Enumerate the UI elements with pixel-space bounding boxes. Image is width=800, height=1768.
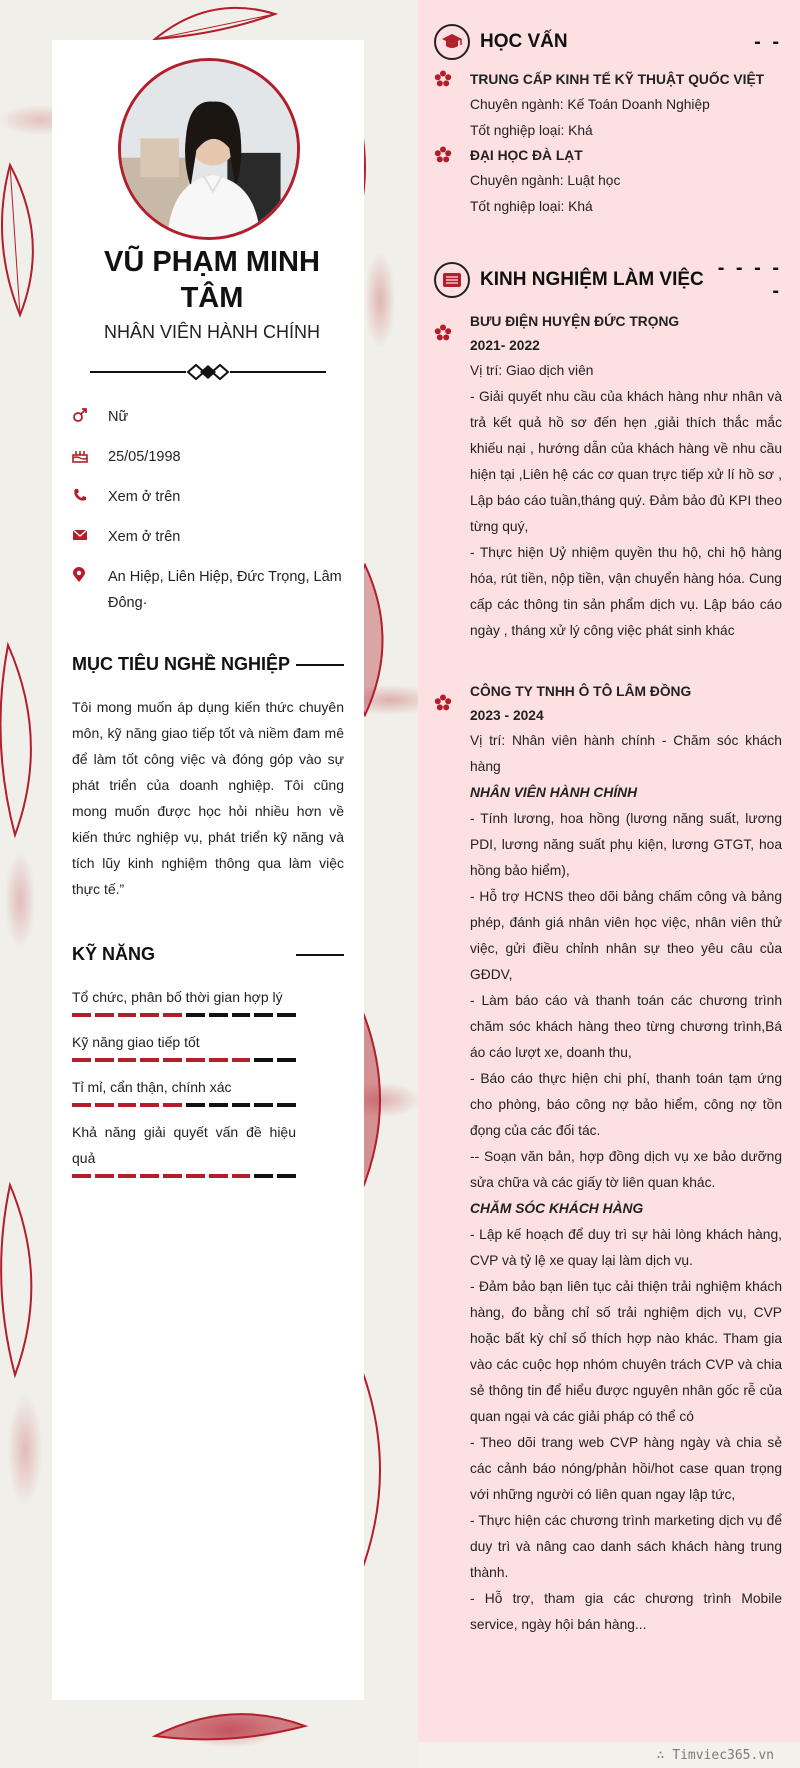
skill-level-bar	[72, 1174, 296, 1178]
experience-heading-text: KINH NGHIỆM LÀM VIỆC	[480, 269, 704, 290]
heading-dashes: - - - - -	[717, 257, 782, 302]
skill-segment-filled	[140, 1174, 159, 1178]
experience-entry	[434, 310, 782, 644]
skill-segment-filled	[118, 1103, 137, 1107]
skill-segment-empty	[209, 1103, 228, 1107]
leaf-decoration-icon	[150, 1706, 310, 1746]
job-duty: - Thực hiện Uỷ nhiệm quyền thu hộ, chi hộ hàng hóa, rút tiền, nộp tiền, vận chuyển hàng hóa. Cung cấp các thông tin sản phẩm dịch vụ. Lập báo cáo ngày , tháng xử lý công việc phát sinh khác	[470, 545, 782, 638]
skill-segment-empty	[254, 1174, 273, 1178]
skills-list	[72, 984, 296, 1190]
email-value: Xem ở trên	[108, 529, 181, 545]
skill-segment-empty	[277, 1058, 296, 1062]
objective-text: Tôi mong muốn áp dụng kiến thức chuyên môn, kỹ năng giao tiếp tốt và niềm đam mê để làm tốt công việc và đóng góp vào sự phát triển của doanh nghiệp. Tôi cũng mong muốn được học hỏi nhiều hơn về kiến thức nghiệp vụ, phát triển kỹ năng và tích lũy kinh nghiệm thông qua làm việc thực tế.”	[72, 699, 344, 897]
school-name: TRUNG CẤP KINH TẾ KỸ THUẬT QUỐC VIỆT	[470, 72, 765, 87]
skill-segment-filled	[95, 1013, 114, 1017]
education-entry	[434, 144, 782, 220]
skill-segment-empty	[277, 1174, 296, 1178]
job-duty: - Theo dõi trang web CVP hàng ngày và chia sẻ các cảnh báo nóng/phản hồi/hot case quan trọng với những người có liên quan ngay lập tức,	[470, 1435, 782, 1502]
skill-segment-empty	[209, 1013, 228, 1017]
job-years: 2021- 2022	[470, 338, 540, 353]
heading-dashes: - -	[754, 30, 782, 53]
school-grade: Tốt nghiệp loại: Khá	[470, 199, 593, 214]
skill-segment-filled	[209, 1058, 228, 1062]
skill-segment-empty	[186, 1013, 205, 1017]
gender-value: Nữ	[108, 409, 129, 425]
school-grade: Tốt nghiệp loại: Khá	[470, 123, 593, 138]
skill-segment-filled	[118, 1058, 137, 1062]
school-name: ĐẠI HỌC ĐÀ LẠT	[470, 148, 583, 163]
skill-segment-empty	[254, 1013, 273, 1017]
skill-segment-filled	[95, 1058, 114, 1062]
leaf-decoration-icon	[0, 1180, 50, 1380]
experience-heading	[434, 257, 782, 302]
skill-segment-filled	[209, 1174, 228, 1178]
personal-info-list	[72, 404, 352, 630]
skill-level-bar	[72, 1103, 296, 1107]
birthday-cake-icon	[72, 444, 108, 466]
education-heading	[434, 24, 782, 60]
leaf-decoration-icon	[0, 640, 50, 840]
job-duty: - Tính lương, hoa hồng (lương năng suất, lương PDI, lương năng suất phụ kiện, lương GTGT, hoa hồng bảo hiểm),	[470, 811, 782, 878]
skill-segment-filled	[95, 1103, 114, 1107]
skill-segment-filled	[118, 1013, 137, 1017]
skill-label: Tổ chức, phân bố thời gian hợp lý	[72, 989, 283, 1005]
skill-segment-filled	[118, 1174, 137, 1178]
gender-icon	[72, 404, 108, 426]
skill-segment-empty	[254, 1058, 273, 1062]
skill-segment-empty	[254, 1103, 273, 1107]
skill-segment-filled	[140, 1103, 159, 1107]
skill-segment-filled	[163, 1013, 182, 1017]
skill-level-bar	[72, 1058, 296, 1062]
job-duty: - Đảm bảo bạn liên tục cải thiện trải nghiệm khách hàng, đo bằng chỉ số trải nghiệm dịch vụ, CVP hoặc bất kỳ chỉ số thích hợp nào khác. Tham gia vào các cuộc họp nhóm chuyên trách CVP và chia sẻ thông tin để hiểu được nguyên nhân gốc rễ của quan ngại và các giải pháp có thể có	[470, 1279, 782, 1424]
skills-heading	[72, 944, 344, 965]
info-phone	[72, 484, 352, 510]
info-gender	[72, 404, 352, 430]
job-duty: - Làm báo cáo và thanh toán các chương trình chăm sóc khách hàng theo từng chương trình,Bá áo cáo lượt xe, doanh thu,	[470, 993, 782, 1060]
graduation-cap-icon	[434, 24, 470, 60]
birthday-value: 25/05/1998	[108, 449, 181, 465]
job-duty: - Thực hiện các chương trình marketing dịch vụ để duy trì và nâng cao danh sách khách hàng trung thành.	[470, 1513, 782, 1580]
skill-segment-filled	[186, 1058, 205, 1062]
skill-segment-filled	[72, 1174, 91, 1178]
name-divider	[90, 362, 326, 382]
skill-segment-filled	[95, 1174, 114, 1178]
skill-segment-filled	[163, 1103, 182, 1107]
address-value: An Hiệp, Liên Hiệp, Đức Trọng, Lâm Đông·	[108, 569, 342, 611]
company-name: CÔNG TY TNHH Ô TÔ LÂM ĐỒNG	[470, 684, 692, 699]
job-subheading: CHĂM SÓC KHÁCH HÀNG	[470, 1201, 644, 1216]
skill-segment-filled	[72, 1013, 91, 1017]
skill-segment-empty	[277, 1103, 296, 1107]
portrait-photo	[121, 61, 297, 237]
education-entry	[434, 68, 782, 144]
skill-segment-empty	[232, 1013, 251, 1017]
skill-level-bar	[72, 1013, 296, 1017]
skill-segment-filled	[72, 1058, 91, 1062]
skill-label: Khả năng giải quyết vấn đề hiệu quả	[72, 1124, 296, 1166]
info-address	[72, 564, 352, 616]
company-name: BƯU ĐIỆN HUYỆN ĐỨC TRỌNG	[470, 314, 680, 329]
skill-segment-filled	[163, 1058, 182, 1062]
skill-segment-filled	[232, 1058, 251, 1062]
skill-item	[72, 1119, 296, 1178]
skills-heading-text: KỸ NĂNG	[72, 944, 156, 964]
phone-icon	[72, 484, 108, 506]
skill-item	[72, 984, 296, 1017]
location-pin-icon	[72, 564, 108, 586]
leaf-decoration-icon	[0, 160, 50, 320]
skill-segment-filled	[232, 1174, 251, 1178]
book-icon	[434, 262, 470, 298]
job-duty: - Hỗ trợ, tham gia các chương trình Mobile service, ngày hội bán hàng...	[470, 1591, 782, 1632]
experience-entry	[434, 680, 782, 1638]
school-major: Chuyên ngành: Luật học	[470, 173, 621, 188]
skill-segment-empty	[277, 1013, 296, 1017]
job-position: Vị trí: Nhân viên hành chính - Chăm sóc khách hàng	[470, 733, 782, 774]
flower-bullet-icon	[434, 70, 452, 88]
job-duty: - Lập kế hoạch để duy trì sự hài lòng khách hàng, CVP và tỷ lệ xe quay lại làm dịch vụ.	[470, 1227, 782, 1268]
education-heading-text: HỌC VẤN	[480, 31, 568, 52]
skill-segment-filled	[140, 1013, 159, 1017]
skill-label: Tỉ mỉ, cẩn thận, chính xác	[72, 1079, 232, 1095]
heading-rule	[296, 664, 344, 666]
skill-segment-empty	[186, 1103, 205, 1107]
heading-rule	[296, 954, 344, 956]
skill-item	[72, 1029, 296, 1062]
skill-segment-filled	[72, 1103, 91, 1107]
flower-bullet-icon	[434, 146, 452, 164]
leaf-decoration-icon	[150, 4, 280, 44]
school-major: Chuyên ngành: Kế Toán Doanh Nghiệp	[470, 97, 710, 112]
info-birthday	[72, 444, 352, 470]
job-duty: - Giải quyết nhu cầu của khách hàng như nhân và trả kết quả hồ sơ đến hẹn ,giải thích thắc mắc khiếu nại , hướng dẫn của khách hàng về nhu cầu hiện tại ,Liên hệ các cơ quan trực tiếp xử lí hồ sơ , Lập báo cáo tuần,tháng quý. Đảm bảo đủ KPI theo từng quý,	[470, 389, 782, 534]
skill-segment-filled	[186, 1174, 205, 1178]
info-email	[72, 524, 352, 550]
job-duty: - Báo cáo thực hiện chi phí, thanh toán tạm ứng cho phòng, báo công nợ bảo hiểm, công nợ tồn đọng của các đối tác.	[470, 1071, 782, 1138]
flower-bullet-icon	[434, 324, 452, 342]
avatar	[118, 58, 300, 240]
phone-value: Xem ở trên	[108, 489, 181, 505]
job-duty: -- Soạn văn bản, hợp đồng dịch vụ xe bảo dưỡng sửa chữa và các giấy tờ liên quan khác.	[470, 1149, 782, 1190]
job-years: 2023 - 2024	[470, 708, 544, 723]
skill-item	[72, 1074, 296, 1107]
job-subheading: NHÂN VIÊN HÀNH CHÍNH	[470, 785, 638, 800]
candidate-name: VŨ PHẠM MINH TÂM	[104, 246, 320, 314]
objective-heading	[72, 654, 344, 675]
objective-heading-text: MỤC TIÊU NGHỀ NGHIỆP	[72, 654, 291, 674]
skill-label: Kỹ năng giao tiếp tốt	[72, 1034, 200, 1050]
envelope-icon	[72, 524, 108, 546]
candidate-title: NHÂN VIÊN HÀNH CHÍNH	[103, 322, 321, 342]
skill-segment-empty	[232, 1103, 251, 1107]
job-duty: - Hỗ trợ HCNS theo dõi bảng chấm công và bảng phép, đánh giá nhân viên học việc, nhân viên thử việc, gửi điều chỉnh nhân sự theo yêu câu của GĐDV,	[470, 889, 782, 982]
flower-bullet-icon	[434, 694, 452, 712]
watermark: ∴ Timviec365.vn	[656, 1748, 774, 1763]
job-position: Vị trí: Giao dịch viên	[470, 363, 594, 378]
skill-segment-filled	[140, 1058, 159, 1062]
skill-segment-filled	[163, 1174, 182, 1178]
